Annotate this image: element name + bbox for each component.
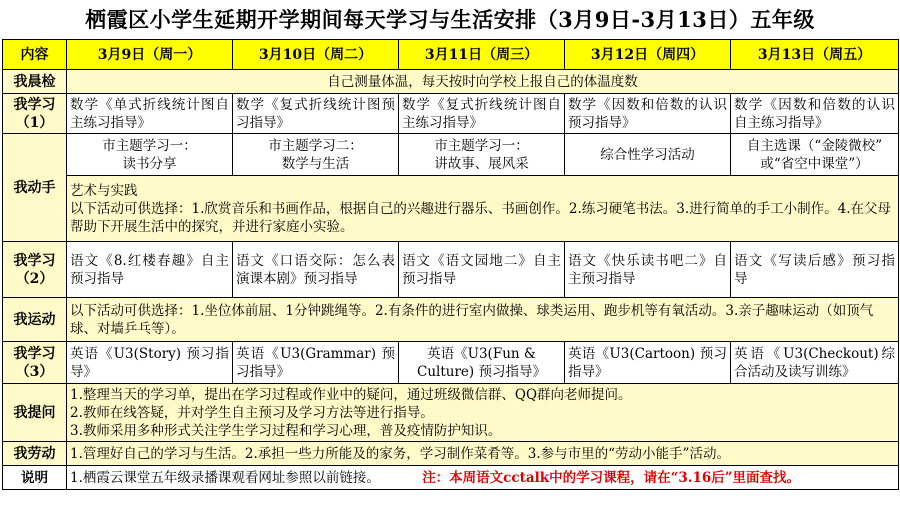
row-label-study-2-line1: 我学习 — [13, 252, 56, 269]
hands-cell-mon-line1: 市主题学习一： — [102, 137, 197, 154]
study-3-cell-wed: 英语《U3(Fun & Culture) 预习指导》 — [399, 342, 565, 384]
row-label-study-3-line1: 我学习 — [13, 345, 56, 362]
row-hands-on-arts — [3, 176, 899, 242]
notes-cell — [67, 466, 899, 490]
row-hands-on-themes — [3, 134, 899, 176]
row-label-study-3 — [3, 342, 67, 384]
row-questions — [3, 384, 899, 442]
row-label-questions: 我提问 — [3, 384, 67, 442]
hands-cell-thu-line1: 综合性学习活动 — [600, 146, 695, 163]
row-labor — [3, 442, 899, 466]
arts-practice-cell — [67, 176, 899, 242]
row-label-exercise: 我运动 — [3, 298, 67, 342]
row-label-study-1-line2: （1） — [15, 114, 54, 131]
page-title: 栖霞区小学生延期开学期间每天学习与生活安排（3月9日-3月13日）五年级 — [85, 7, 815, 32]
hands-cell-wed-line1: 市主题学习一： — [434, 137, 529, 154]
row-study-2 — [3, 242, 899, 298]
header-row — [3, 40, 899, 70]
row-label-notes: 说明 — [3, 466, 67, 490]
hands-cell-tue — [233, 134, 399, 176]
hands-cell-fri — [731, 134, 899, 176]
row-morning-check — [3, 70, 899, 94]
row-label-study-2 — [3, 242, 67, 298]
notes-text: 1.栖霞云课堂五年级录播课观看网址参照以前链接。 — [70, 469, 380, 486]
study-2-cell-tue: 语文《口语交际：怎么表演课本剧》预习指导 — [233, 242, 399, 298]
row-label-study-1 — [3, 94, 67, 134]
hands-cell-fri-line2: 或“省空中课堂”） — [760, 155, 869, 172]
row-label-study-2-line2: （2） — [15, 270, 54, 287]
study-3-cell-thu: 英语《U3(Cartoon) 预习指导》 — [565, 342, 731, 384]
hands-cell-fri-line1: 自主选课（“金陵微校” — [746, 137, 883, 154]
questions-line-3: 3.教师采用多种形式关注学生学习过程和学习心理，普及疫情防护知识。 — [70, 422, 502, 439]
row-exercise — [3, 298, 899, 342]
header-day-mon: 3月9日（周一） — [67, 40, 233, 70]
hands-cell-wed-line2: 讲故事、展风采 — [434, 155, 529, 172]
questions-cell — [67, 384, 899, 442]
row-study-3 — [3, 342, 899, 384]
row-notes — [3, 466, 899, 490]
study-2-cell-wed: 语文《语文园地二》自主预习指导 — [399, 242, 565, 298]
study-1-cell-mon: 数学《单式折线统计图自主练习指导》 — [67, 94, 233, 134]
row-label-labor: 我劳动 — [3, 442, 67, 466]
header-day-wed: 3月11日（周三） — [399, 40, 565, 70]
study-2-cell-fri: 语文《写读后感》预习指导 — [731, 242, 899, 298]
arts-practice-text: 以下活动可供选择：1.欣赏音乐和书画作品，根据自己的兴趣进行器乐、书画创作。2.练习硬笔书法。3.进行简单的手工小制作。4.在父母帮助下开展生活中的探究，并进行家庭小实验。 — [70, 200, 892, 235]
hands-cell-mon — [67, 134, 233, 176]
study-1-cell-fri: 数学《因数和倍数的认识自主练习指导》 — [731, 94, 899, 134]
study-3-cell-fri: 英语《U3(Checkout)综合活动及读写训练》 — [731, 342, 899, 384]
header-content-label: 内容 — [3, 40, 67, 70]
header-day-fri: 3月13日（周五） — [731, 40, 899, 70]
study-2-cell-mon: 语文《8.红楼春趣》自主预习指导 — [67, 242, 233, 298]
study-2-cell-thu: 语文《快乐读书吧二》自主预习指导 — [565, 242, 731, 298]
schedule-table — [2, 39, 899, 490]
questions-line-2: 2.教师在线答疑，并对学生自主预习及学习方法等进行指导。 — [70, 404, 434, 421]
row-label-study-3-line2: （3） — [15, 363, 54, 380]
notes-notice: 注：本周语文cctalk中的学习课程，请在“3.16后”里面查找。 — [422, 469, 801, 486]
labor-text: 1.管理好自己的学习与生活。2.承担一些力所能及的家务，学习制作菜肴等。3.参与市里的“劳动小能手”活动。 — [67, 442, 899, 466]
questions-line-1: 1.整理当天的学习单，提出在学习过程或作业中的疑问，通过班级微信群、QQ群向老师提问。 — [70, 386, 632, 403]
hands-cell-thu — [565, 134, 731, 176]
hands-cell-tue-line2: 数学与生活 — [281, 155, 350, 172]
hands-cell-wed — [399, 134, 565, 176]
row-study-1 — [3, 94, 899, 134]
header-day-thu: 3月12日（周四） — [565, 40, 731, 70]
arts-practice-title: 艺术与实践 — [70, 182, 138, 199]
hands-cell-mon-line2: 读书分享 — [122, 155, 177, 172]
row-label-hands-on: 我动手 — [3, 134, 67, 242]
exercise-text: 以下活动可供选择：1.坐位体前屈、1分钟跳绳等。2.有条件的进行室内做操、球类运用、跑步机等有氧活动。3.亲子趣味运动（如顶气球、对墙乒乓等）。 — [67, 298, 899, 342]
study-1-cell-wed: 数学《复式折线统计图自主练习指导》 — [399, 94, 565, 134]
header-day-tue: 3月10日（周二） — [233, 40, 399, 70]
study-3-cell-tue: 英语《U3(Grammar) 预习指导》 — [233, 342, 399, 384]
morning-check-text: 自己测量体温，每天按时向学校上报自己的体温度数 — [67, 70, 899, 94]
hands-cell-tue-line1: 市主题学习二： — [268, 137, 363, 154]
study-1-cell-thu: 数学《因数和倍数的认识预习指导》 — [565, 94, 731, 134]
study-3-cell-mon: 英语《U3(Story) 预习指导》 — [67, 342, 233, 384]
row-label-study-1-line1: 我学习 — [13, 96, 56, 113]
study-1-cell-tue: 数学《复式折线统计图预习指导》 — [233, 94, 399, 134]
row-label-morning: 我晨检 — [3, 70, 67, 94]
